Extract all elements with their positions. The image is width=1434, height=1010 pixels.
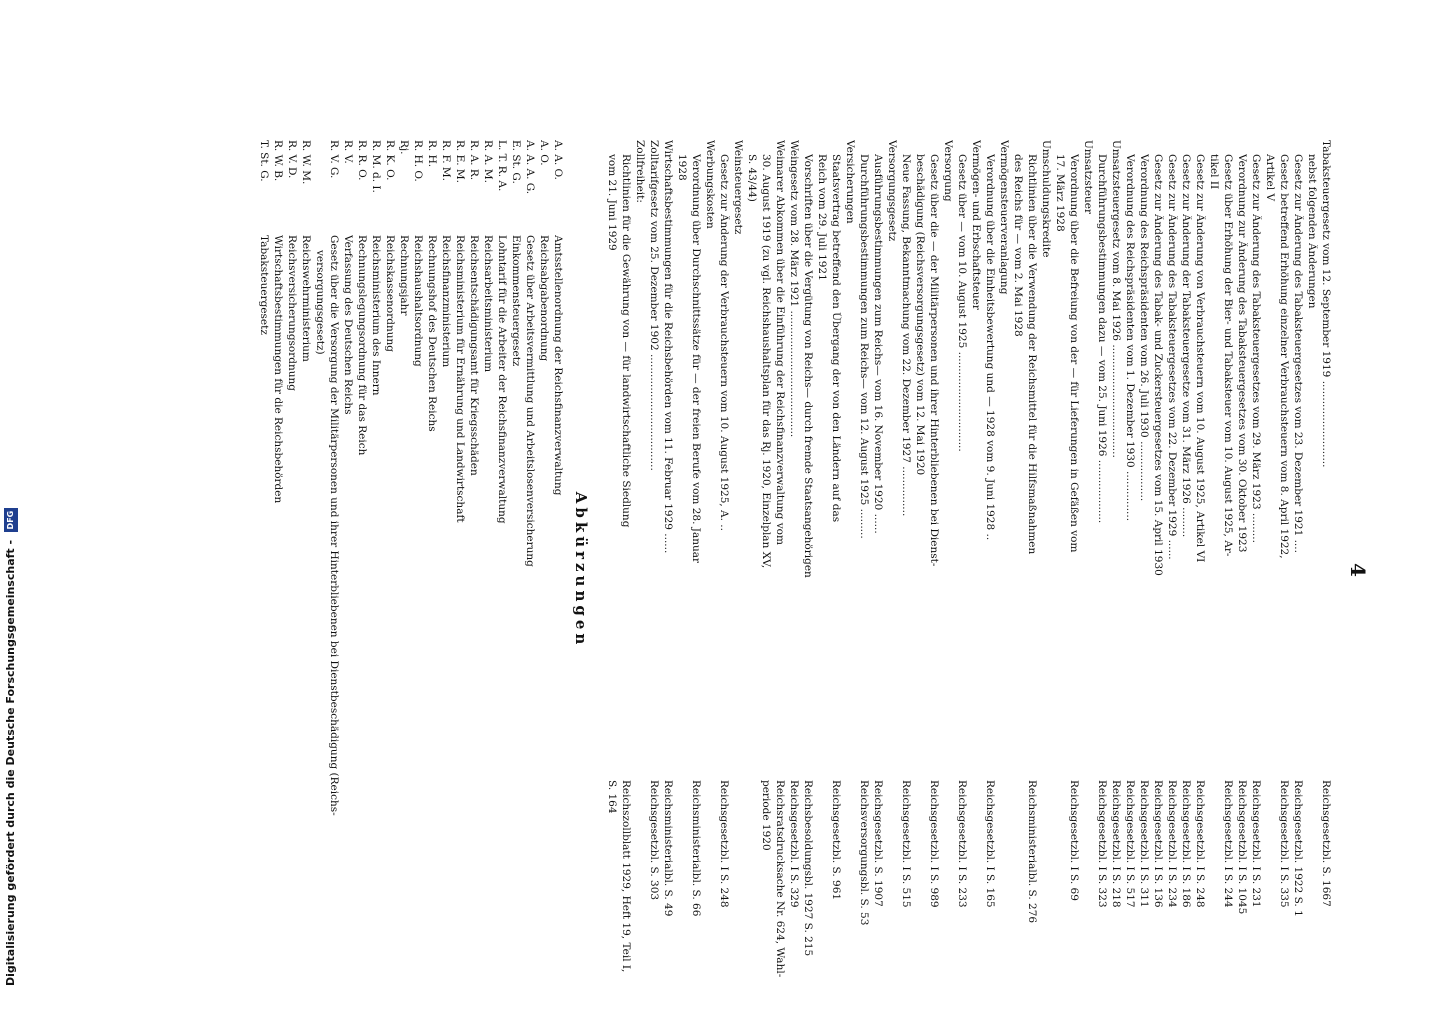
abbreviation-row [257, 140, 270, 1000]
entry-row [1081, 140, 1094, 1000]
entry-title: S. 43/44) [746, 154, 758, 202]
entry-title: Neue Fassung, Bekanntmachung vom 22. Dezember 1927 ............... [900, 154, 912, 517]
entry-title: Reich vom 29. Juli 1921 [816, 154, 828, 281]
abbreviation-key: Rj. [398, 140, 410, 155]
abbreviation-key: T. St. G. [258, 140, 270, 182]
abbreviation-value: Reichsministerium des Innern [370, 235, 382, 396]
entry-row [829, 140, 842, 1000]
entry-title: Gesetz zur Änderung des Tabaksteuergesetzes vom 29. März 1923 ......... [1250, 154, 1262, 543]
entry-row [983, 140, 996, 1000]
entry-row [1305, 140, 1318, 1000]
abbreviation-row [481, 140, 494, 1000]
entry-title: Versicherungen [844, 140, 856, 224]
abbreviation-value: Wirtschaftsbestimmungen für die Reichsbehörden [272, 235, 284, 504]
abbreviation-value: Gesetz über Arbeitsvermittlung und Arbeitslosenversicherung [524, 235, 536, 567]
entry-row [703, 140, 716, 1000]
entry-reference: Reichsministerialbl. S. 66 [690, 780, 702, 917]
entry-title: Verordnung zur Änderung des Tabaksteuergesetzes vom 30. Oktober 1923 [1236, 154, 1248, 553]
entry-title: Verordnung über die Einheitsbewertung und — 1928 vom 9. Juni 1928 .. [984, 154, 996, 541]
abbreviation-key: E. St. G. [510, 140, 522, 184]
abbreviation-value: Gesetz über die Versorgung der Militärpersonen und ihrer Hinterbliebenen bei Dienstbeschädigung (Reichs- [328, 235, 340, 816]
entry-reference: Reichsgesetzbl. I S. 69 [1068, 780, 1080, 901]
entry-title: Versorgungsgesetz [886, 140, 898, 242]
abbreviation-value: Reichsentschädigungsamt für Kriegsschäden [468, 235, 480, 476]
entry-row [843, 140, 856, 1000]
entry-title: Zolltarifgesetz vom 25. Dezember 1902 ................................... [648, 140, 660, 471]
entry-row [1193, 140, 1206, 1000]
abbreviation-row [271, 140, 284, 1000]
entry-title: Umschuldungskredite [1040, 140, 1052, 258]
entry-title: Gesetz über — vom 10. August 1925 .............................. [956, 154, 968, 452]
abbreviation-key: R. M. d. I. [370, 140, 382, 193]
entry-reference: Reichsgesetzbl. I S. 1045 [1236, 780, 1248, 915]
entry-title: Artikel V [1264, 154, 1276, 202]
entry-title: Durchführungsbestimmungen zum Reichs— vom 12. August 1925 ......... [858, 154, 870, 539]
abbreviation-key: L. T. R. A. [496, 140, 508, 192]
entry-reference: Reichsgesetzbl. I S. 989 [928, 780, 940, 908]
entry-reference: Reichsgesetzbl. 1922 S. 1 [1292, 780, 1304, 917]
abbreviation-key: R. H. [426, 140, 438, 168]
abbreviation-key: R. H. O. [412, 140, 424, 182]
entry-reference: Reichsgesetzbl. I S. 165 [984, 780, 996, 908]
entry-reference: Reichsgesetzbl. S. 1667 [1320, 780, 1332, 907]
abbreviation-row [509, 140, 522, 1000]
entry-row [1235, 140, 1248, 1000]
entry-title: Ausführungsbestimmungen zum Reichs— vom 16. November 1920 ...... [872, 154, 884, 534]
entry-row [633, 140, 646, 1000]
abbreviation-value: Amtsstellenordnung der Reichsfinanzverwaltung [552, 235, 564, 496]
abbreviation-key: A. A. O. [552, 140, 564, 180]
entry-row [1319, 140, 1332, 1000]
entry-reference: periode 1920 [760, 780, 772, 851]
entry-row [1207, 140, 1220, 1000]
entry-title: des Reichs für — vom 2. Mai 1928 [1012, 154, 1024, 337]
entry-row [1221, 140, 1234, 1000]
entry-title: beschädigung (Reichsversorgungsgesetz) vom 12. Mai 1920 [914, 154, 926, 476]
entry-row [857, 140, 870, 1000]
abbreviation-row [495, 140, 508, 1000]
abbreviation-value: Lohntarif für die Arbeiter der Reichsfinanzverwaltung [496, 235, 508, 524]
entry-row [1053, 140, 1066, 1000]
entry-title: Gesetz betreffend Erhöhung einzelner Verbrauchsteuern vom 8. April 1922, [1278, 154, 1290, 559]
digitization-footer [0, 0, 22, 1000]
abbreviation-key: R. W. M. [300, 140, 312, 185]
entry-row [1179, 140, 1192, 1000]
entry-row [899, 140, 912, 1000]
abbreviation-value: Reichsministerium für Ernährung und Landwirtschaft [454, 235, 466, 523]
entry-row [955, 140, 968, 1000]
abbreviation-row [299, 140, 312, 1000]
entry-title: Gesetz über die — der Militärpersonen und ihrer Hinterbliebenen bei Dienst- [928, 154, 940, 567]
entry-row [1095, 140, 1108, 1000]
abbreviation-key: R. V. [342, 140, 354, 164]
abbreviation-value: Tabaksteuergesetz [258, 235, 270, 335]
abbreviation-row [551, 140, 564, 1000]
entry-row [759, 140, 772, 1000]
entry-reference: Reichsministerialbl. S. 276 [1026, 780, 1038, 924]
entry-row [927, 140, 940, 1000]
entry-title: 17. März 1928 [1054, 154, 1066, 232]
entry-title: Vermögensteuerveranlagung [998, 140, 1010, 295]
entry-row [969, 140, 982, 1000]
entry-row [913, 140, 926, 1000]
entry-title: Durchführungsbestimmungen dazu — vom 25. Juni 1926 ................... [1096, 154, 1108, 524]
abbreviation-value: Einkommensteuergesetz [510, 235, 522, 367]
entry-row [619, 140, 632, 1000]
entry-title: 1928 [676, 154, 688, 181]
entry-title: Verordnung über die Befreiung von der — für Lieferungen in Gefäßen vom [1068, 154, 1080, 553]
entry-title: Wirtschaftsbestimmungen für die Reichsbehörden vom 11. Februar 1929 ...... [662, 140, 674, 554]
entry-reference: Reichsbesoldungsbl. 1927 S. 215 [802, 780, 814, 957]
entry-reference: Reichsgesetzbl. I S. 517 [1124, 780, 1136, 908]
abbreviation-key: R. V. D. [286, 140, 298, 179]
abbreviation-value: Reichskassenordnung [384, 235, 396, 352]
abbreviation-key: R. A. M. [482, 140, 494, 183]
entry-reference: Reichsgesetzbl. I S. 136 [1152, 780, 1164, 908]
entry-reference: Reichsgesetzbl. I S. 234 [1166, 780, 1178, 908]
entry-reference: Reichsgesetzbl. I S. 186 [1180, 780, 1192, 908]
entry-title: Richtlinien für die Gewährung von — für landwirtschaftliche Siedlung [620, 154, 632, 528]
entry-row [1067, 140, 1080, 1000]
abbreviation-value: Reichsarbeitsministerium [482, 235, 494, 373]
abbreviation-row [355, 140, 368, 1000]
entry-row [1039, 140, 1052, 1000]
abbreviation-value: Reichshaushaltsordnung [412, 235, 424, 367]
abbreviation-key: A. A. A. G. [524, 140, 536, 195]
entry-reference: Reichsgesetzbl. I S. 244 [1222, 780, 1234, 908]
entry-reference: Reichsgesetzbl. I S. 231 [1250, 780, 1262, 908]
abbreviation-row [369, 140, 382, 1000]
abbreviation-row [313, 140, 326, 1000]
entry-row [1291, 140, 1304, 1000]
entry-row [1263, 140, 1276, 1000]
entry-row [1109, 140, 1122, 1000]
entry-title: 30. August 1919 (zu vgl. Reichshaushaltsplan für das Rj. 1920, Einzelplan XV, [760, 154, 772, 569]
entry-row [661, 140, 674, 1000]
entry-reference: Reichsgesetzbl. I S. 329 [788, 780, 800, 908]
entry-reference: Reichsratsdrucksache Nr. 624, Wahl- [774, 780, 786, 978]
entry-reference: Reichsgesetzbl. I S. 248 [1194, 780, 1206, 908]
entry-row [745, 140, 758, 1000]
entry-row [1025, 140, 1038, 1000]
entry-title: tikel II [1208, 154, 1220, 190]
entry-reference: Reichsministerialbl. S. 49 [662, 780, 674, 917]
entry-title: Gesetz zur Änderung des Tabaksteuergesetzes vom 23. Dezember 1921 .... [1292, 154, 1304, 553]
entry-title: Gesetz zur Änderung des Tabak- und Zuckersteuergesetzes vom 15. April 1930 [1152, 154, 1164, 576]
entry-reference: Reichsgesetzbl. I S. 323 [1096, 780, 1108, 908]
abbreviation-row [285, 140, 298, 1000]
abbreviation-value: Verfassung des Deutschen Reichs [342, 235, 354, 415]
page-number: 4 [1346, 563, 1370, 577]
entry-reference: S. 164 [606, 780, 618, 814]
abbreviation-row [327, 140, 340, 1000]
entry-row [1137, 140, 1150, 1000]
abbreviations-heading: Abkürzungen [572, 491, 590, 649]
entry-title: vom 21. Juni 1929 [606, 154, 618, 251]
entry-row [801, 140, 814, 1000]
entry-title: Gesetz über Erhöhung der Bier- und Tabaksteuer vom 10. August 1925, Ar- [1222, 154, 1234, 557]
entry-reference: Reichsgesetzbl. I S. 311 [1138, 780, 1150, 908]
entry-title: Werbungskosten [704, 140, 716, 229]
abbreviation-row [537, 140, 550, 1000]
entry-title: Umsatzsteuergesetz vom 8. Mai 1926 .................................. [1110, 140, 1122, 458]
abbreviation-value: Reichswehrministerium [300, 235, 312, 362]
entry-title: Zollfreiheit: [634, 140, 646, 203]
entry-title: Richtlinien über die Verwendung der Reichsmittel für die Hilfsmaßnahmen [1026, 154, 1038, 555]
entry-title: Staatsvertrag betreffend den Übergang der von den Ländern auf das [830, 154, 842, 523]
abbreviation-row [411, 140, 424, 1000]
entry-title: Weingesetz vom 28. März 1921 ...................................... [788, 140, 800, 438]
entry-title: Tabaksteuergesetz vom 12. September 1919 .......................... [1320, 140, 1332, 468]
abbreviation-value: versorgungsgesetz) [314, 250, 326, 355]
entry-row [689, 140, 702, 1000]
rotated-page [140, 140, 1370, 1000]
entry-row [1151, 140, 1164, 1000]
entry-row [605, 140, 618, 1000]
entry-reference: Reichsgesetzbl. I S. 515 [900, 780, 912, 908]
entry-row [941, 140, 954, 1000]
entry-reference: Reichsgesetzbl. S. 303 [648, 780, 660, 901]
abbreviation-value: Rechnungshof des Deutschen Reichs [426, 235, 438, 432]
entry-row [773, 140, 786, 1000]
entry-row [997, 140, 1010, 1000]
footer-text: Digitalisierung gefördert durch die Deutsche Forschungsgemeinschaft - [4, 539, 17, 986]
entry-row [647, 140, 660, 1000]
entry-row [1165, 140, 1178, 1000]
abbreviation-value: Reichsversicherungsordnung [286, 235, 298, 392]
entry-title: Gesetz zur Änderung der Tabaksteuergesetze vom 31. März 1926 ......... [1180, 154, 1192, 538]
entry-title: Verordnung des Reichspräsidenten vom 26. Juli 1930 .................. [1138, 154, 1150, 502]
abbreviation-key: R. E. M. [454, 140, 466, 184]
abbreviation-row [523, 140, 536, 1000]
dfg-logo: DFG [4, 508, 18, 532]
entry-row [885, 140, 898, 1000]
entry-row [731, 140, 744, 1000]
abbreviation-key: A. O. [538, 140, 550, 166]
entry-row [1249, 140, 1262, 1000]
entry-title: Vorschriften über die Vergütung von Reichs— durch fremde Staatsangehörigen [802, 154, 814, 578]
entry-title: Weimarer Abkommen über die Einführung der Reichsfinanzverwaltung vom [774, 140, 786, 545]
abbreviation-value: Reichsabgabenordnung [538, 235, 550, 362]
abbreviation-row [341, 140, 354, 1000]
entry-title: Gesetz zur Änderung des Tabaksteuergesetzes vom 22. Dezember 1929 ...... [1166, 154, 1178, 560]
abbreviation-row [397, 140, 410, 1000]
entry-title: Gesetz zur Änderung von Verbrauchsteuern vom 10. August 1925, Artikel VI [1194, 154, 1206, 563]
entry-row [675, 140, 688, 1000]
abbreviation-row [439, 140, 452, 1000]
entry-row [871, 140, 884, 1000]
entry-reference: Reichsgesetzbl. I S. 335 [1278, 780, 1290, 908]
abbreviation-value: Rechnungsjahr [398, 235, 410, 316]
entry-title: Verordnung über Durchschnittssätze für — der freien Berufe vom 28. Januar [690, 154, 702, 564]
entry-title: Umsatzsteuer [1082, 140, 1094, 215]
abbreviation-key: R. F. M. [440, 140, 452, 181]
abbreviation-row [467, 140, 480, 1000]
abbreviation-value: Reichsfinanzministerium [440, 235, 452, 368]
abbreviation-key: R. W. B. [272, 140, 284, 182]
entry-title: nebst folgenden Änderungen [1306, 154, 1318, 309]
entry-row [1123, 140, 1136, 1000]
abbreviation-key: R. V. G. [328, 140, 340, 179]
entry-title: Vermögen- und Erbschaftsteuer [970, 140, 982, 310]
entry-title: Verordnung des Reichspräsidenten vom 1. Dezember 1930 ............... [1124, 154, 1136, 522]
entry-reference: Reichszollblatt 1929, Heft 19, Teil I, [620, 780, 632, 973]
abbreviation-key: R. A. R. [468, 140, 480, 181]
entry-reference: Reichsgesetzbl. S. 961 [830, 780, 842, 901]
entry-row [717, 140, 730, 1000]
entry-title: Weinsteuergesetz [732, 140, 744, 235]
entry-title: Versorgung [942, 140, 954, 202]
abbreviation-row [383, 140, 396, 1000]
entry-title: Gesetz zur Änderung der Verbrauchsteuern vom 10. August 1925, A. .. [718, 154, 730, 531]
entry-reference: Reichsgesetzbl. I S. 233 [956, 780, 968, 908]
entry-row [1011, 140, 1024, 1000]
entry-reference: Reichsversorgungsbl. S. 53 [858, 780, 870, 926]
abbreviation-row [453, 140, 466, 1000]
abbreviation-value: Rechnungslegungsordnung für das Reich [356, 235, 368, 456]
entry-reference: Reichsgesetzbl. I S. 248 [718, 780, 730, 908]
entry-row [815, 140, 828, 1000]
abbreviation-row [425, 140, 438, 1000]
abbreviation-key: R. R. O. [356, 140, 368, 181]
entry-reference: Reichsgesetzbl. S. 1907 [872, 780, 884, 907]
abbreviation-key: R. K. O. [384, 140, 396, 181]
entry-row [1277, 140, 1290, 1000]
entry-reference: Reichsgesetzbl. I S. 218 [1110, 780, 1122, 908]
entry-row [787, 140, 800, 1000]
